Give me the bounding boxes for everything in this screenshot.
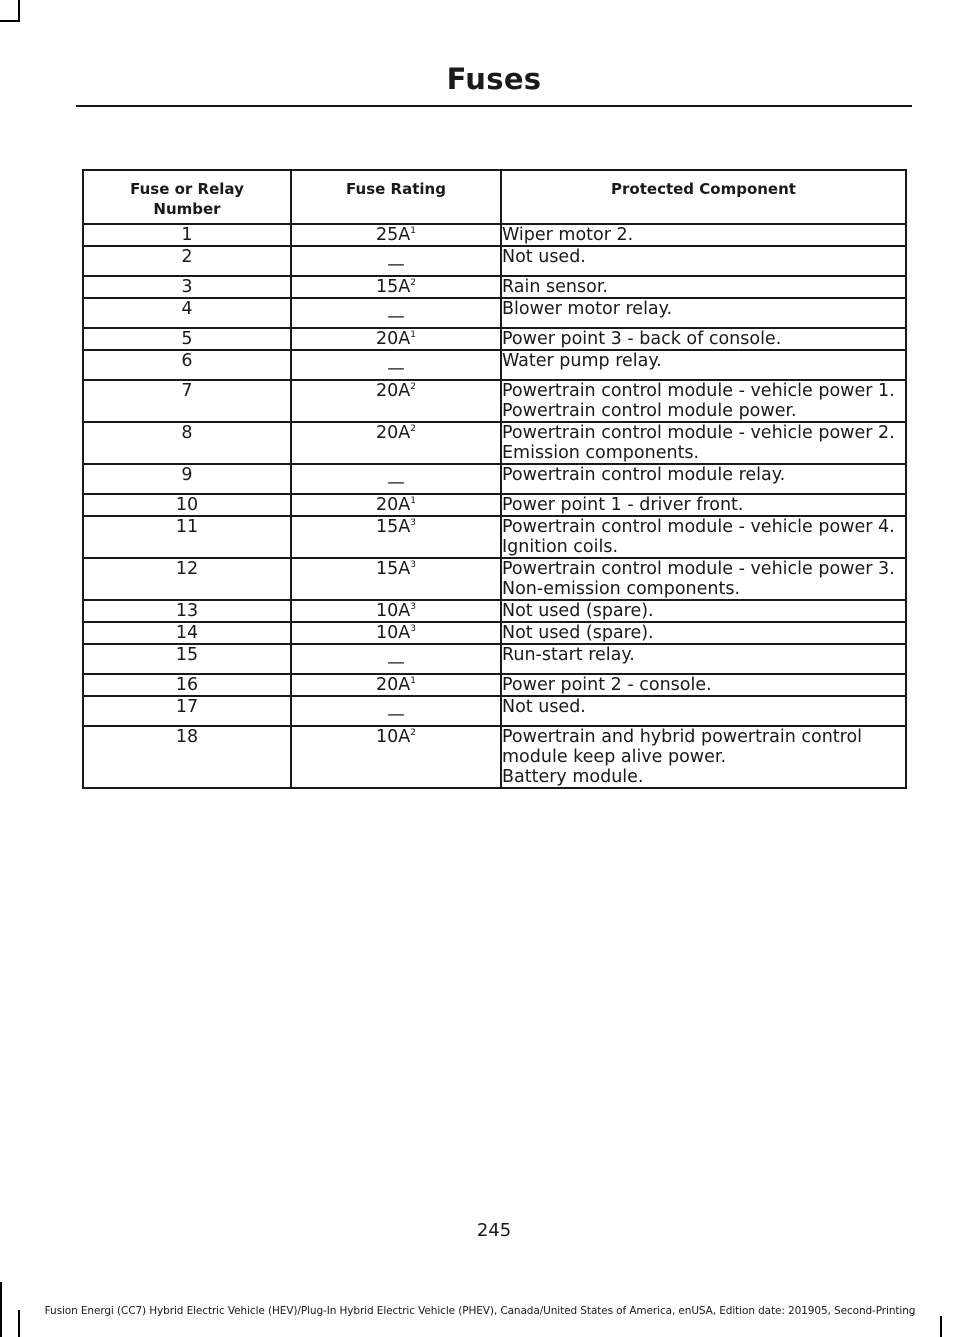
fuse-number: 1 — [83, 224, 291, 246]
protected-component — [501, 246, 906, 276]
table-row — [83, 600, 906, 622]
fuse-rating — [291, 276, 501, 298]
column-header-component: Protected Component — [501, 170, 906, 224]
fuse-rating-value: 15A — [376, 559, 411, 579]
fuse-rating — [291, 622, 501, 644]
footnote-marker: 3 — [410, 518, 416, 529]
footnote-marker: 2 — [410, 424, 416, 435]
fuse-rating — [291, 674, 501, 696]
fuse-rating — [291, 422, 501, 464]
protected-component — [501, 494, 906, 516]
component-text: Power point 3 - back of console. — [502, 329, 782, 349]
fuse-rating-value: — — [387, 473, 405, 493]
table-row — [83, 726, 906, 788]
fuse-rating — [291, 380, 501, 422]
fuse-number: 14 — [83, 622, 291, 644]
fuse-rating-value: 20A — [376, 329, 411, 349]
fuse-number: 8 — [83, 422, 291, 464]
fuse-table-body — [83, 224, 906, 788]
fuse-rating-value: 20A — [376, 423, 411, 443]
protected-component — [501, 298, 906, 328]
fuse-number: 2 — [83, 246, 291, 276]
table-row — [83, 622, 906, 644]
table-row — [83, 380, 906, 422]
table-row — [83, 644, 906, 674]
fuse-rating-value: 20A — [376, 675, 411, 695]
protected-component — [501, 422, 906, 464]
fuse-rating — [291, 224, 501, 246]
protected-component — [501, 696, 906, 726]
table-row — [83, 674, 906, 696]
fuse-rating-value: 10A — [376, 623, 411, 643]
fuse-rating — [291, 464, 501, 494]
protected-component — [501, 328, 906, 350]
fuse-rating-value: 15A — [376, 277, 411, 297]
component-text: Blower motor relay. — [502, 299, 673, 319]
fuse-rating-value: 10A — [376, 727, 411, 747]
table-row — [83, 558, 906, 600]
fuse-number: 12 — [83, 558, 291, 600]
column-header-rating: Fuse Rating — [291, 170, 501, 224]
fuse-number: 15 — [83, 644, 291, 674]
protected-component — [501, 350, 906, 380]
component-text: Powertrain and hybrid powertrain control module keep alive power. Battery module. — [502, 727, 863, 787]
component-text: Run-start relay. — [502, 645, 635, 665]
fuse-number: 10 — [83, 494, 291, 516]
crop-mark-top-left-h — [0, 20, 20, 22]
footnote-marker: 3 — [410, 624, 416, 635]
protected-component — [501, 516, 906, 558]
component-text: Powertrain control module - vehicle power 2. Emission components. — [502, 423, 895, 463]
footnote-marker: 2 — [410, 728, 416, 739]
protected-component — [501, 380, 906, 422]
footnote-marker: 2 — [410, 382, 416, 393]
page-number: 245 — [476, 1220, 512, 1241]
table-row — [83, 224, 906, 246]
fuse-rating-value: — — [387, 307, 405, 327]
fuse-rating — [291, 516, 501, 558]
fuse-number: 5 — [83, 328, 291, 350]
crop-mark-bottom-right — [940, 1316, 942, 1337]
column-header-number: Fuse or Relay Number — [83, 170, 291, 224]
table-row — [83, 350, 906, 380]
table-row — [83, 516, 906, 558]
component-text: Water pump relay. — [502, 351, 662, 371]
component-text: Not used (spare). — [502, 623, 654, 643]
fuse-number: 13 — [83, 600, 291, 622]
component-text: Power point 1 - driver front. — [502, 495, 744, 515]
fuse-number: 11 — [83, 516, 291, 558]
fuse-number: 7 — [83, 380, 291, 422]
table-row — [83, 276, 906, 298]
fuse-rating — [291, 350, 501, 380]
component-text: Powertrain control module - vehicle power 3. Non-emission components. — [502, 559, 895, 599]
fuse-rating — [291, 328, 501, 350]
component-text: Not used (spare). — [502, 601, 654, 621]
component-text: Powertrain control module - vehicle power 1. Powertrain control module power. — [502, 381, 895, 421]
table-row — [83, 696, 906, 726]
fuse-number: 4 — [83, 298, 291, 328]
table-row — [83, 246, 906, 276]
component-text: Not used. — [502, 247, 586, 267]
footnote-marker: 1 — [410, 676, 416, 687]
fuse-rating — [291, 644, 501, 674]
protected-component — [501, 464, 906, 494]
fuse-rating-value: 10A — [376, 601, 411, 621]
fuse-number: 3 — [83, 276, 291, 298]
component-text: Not used. — [502, 697, 586, 717]
fuse-rating — [291, 298, 501, 328]
table-row — [83, 494, 906, 516]
footnote-marker: 3 — [410, 602, 416, 613]
fuse-number: 16 — [83, 674, 291, 696]
table-header-row — [83, 170, 906, 224]
fuse-rating-value: — — [387, 255, 405, 275]
fuse-rating-value: — — [387, 359, 405, 379]
crop-mark-top-left — [18, 0, 20, 22]
fuse-rating — [291, 246, 501, 276]
component-text: Rain sensor. — [502, 277, 608, 297]
footnote-marker: 1 — [410, 330, 416, 341]
fuse-rating-value: 20A — [376, 495, 411, 515]
fuse-number: 17 — [83, 696, 291, 726]
protected-component — [501, 622, 906, 644]
fuse-number: 6 — [83, 350, 291, 380]
protected-component — [501, 224, 906, 246]
fuse-rating-value: 25A — [376, 225, 411, 245]
table-row — [83, 298, 906, 328]
protected-component — [501, 276, 906, 298]
protected-component — [501, 674, 906, 696]
footer-text: Fusion Energi (CC7) Hybrid Electric Vehicle (HEV)/Plug-In Hybrid Electric Vehicle (PHEV), Canada/United States of America, enUSA, Edition date: 201905, Second-Printing — [44, 1305, 916, 1317]
fuse-rating-value: — — [387, 653, 405, 673]
table-row — [83, 422, 906, 464]
footnote-marker: 2 — [410, 278, 416, 289]
fuse-rating-value: 15A — [376, 517, 411, 537]
fuse-rating-value: 20A — [376, 381, 411, 401]
component-text: Power point 2 - console. — [502, 675, 712, 695]
fuse-rating — [291, 558, 501, 600]
protected-component — [501, 726, 906, 788]
fuse-rating — [291, 600, 501, 622]
fuse-number: 18 — [83, 726, 291, 788]
fuse-rating — [291, 726, 501, 788]
table-row — [83, 328, 906, 350]
fuse-rating-value: — — [387, 705, 405, 725]
footnote-marker: 1 — [410, 226, 416, 237]
protected-component — [501, 600, 906, 622]
footnote-marker: 1 — [410, 496, 416, 507]
header-divider — [76, 105, 912, 107]
fuse-table — [82, 169, 907, 789]
footnote-marker: 3 — [410, 560, 416, 571]
table-row — [83, 464, 906, 494]
fuse-rating — [291, 696, 501, 726]
component-text: Wiper motor 2. — [502, 225, 634, 245]
protected-component — [501, 644, 906, 674]
component-text: Powertrain control module relay. — [502, 465, 786, 485]
component-text: Powertrain control module - vehicle power 4. Ignition coils. — [502, 517, 895, 557]
fuse-number: 9 — [83, 464, 291, 494]
page-title: Fuses — [446, 62, 542, 96]
protected-component — [501, 558, 906, 600]
fuse-rating — [291, 494, 501, 516]
